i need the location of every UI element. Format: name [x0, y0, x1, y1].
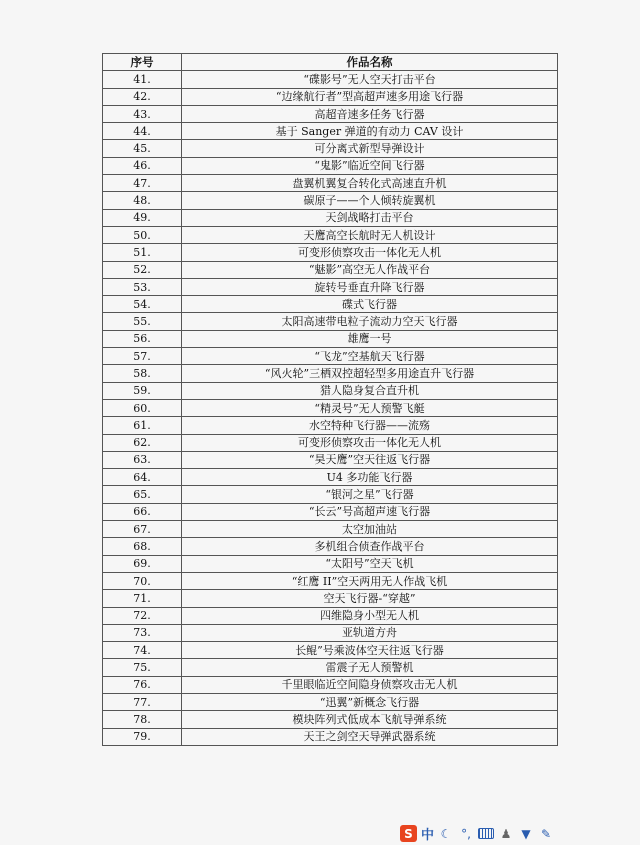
row-index: 50.	[103, 226, 182, 243]
header-index: 序号	[103, 54, 182, 71]
table-row	[103, 521, 558, 538]
table-row	[103, 711, 558, 728]
row-name: “迅翼”新概念飞行器	[182, 693, 558, 710]
table-row	[103, 434, 558, 451]
table-row	[103, 728, 558, 745]
row-name: “边缘航行者”型高超声速多用途飞行器	[182, 88, 558, 105]
row-index: 43.	[103, 105, 182, 122]
punctuation-icon[interactable]: °,	[461, 826, 471, 841]
input-mode-toggle[interactable]: 中	[421, 828, 435, 843]
keyboard-icon[interactable]	[478, 828, 494, 839]
row-index: 52.	[103, 261, 182, 278]
row-index: 70.	[103, 572, 182, 589]
header-name: 作品名称	[182, 54, 558, 71]
table-row	[103, 71, 558, 88]
table-row	[103, 261, 558, 278]
row-name: “魅影”高空无人作战平台	[182, 261, 558, 278]
row-name: 空天飞行器-“穿越”	[182, 590, 558, 607]
table-row	[103, 469, 558, 486]
row-name: 天剑战略打击平台	[182, 209, 558, 226]
table-row	[103, 226, 558, 243]
row-name: 盘翼机翼复合转化式高速直升机	[182, 175, 558, 192]
row-index: 72.	[103, 607, 182, 624]
row-name: “长云”号高超声速飞行器	[182, 503, 558, 520]
row-index: 44.	[103, 123, 182, 140]
table-row	[103, 624, 558, 641]
row-index: 54.	[103, 296, 182, 313]
row-name: 旋转号垂直升降飞行器	[182, 278, 558, 295]
row-name: 太阳高速带电粒子流动力空天飞行器	[182, 313, 558, 330]
row-index: 79.	[103, 728, 182, 745]
row-index: 59.	[103, 382, 182, 399]
table-row	[103, 192, 558, 209]
row-name: “精灵号”无人预警飞艇	[182, 399, 558, 416]
row-name: “红鹰 II”空天两用无人作战飞机	[182, 572, 558, 589]
row-name: “太阳号”空天飞机	[182, 555, 558, 572]
row-index: 58.	[103, 365, 182, 382]
row-name: 碳原子——个人倾转旋翼机	[182, 192, 558, 209]
table-row	[103, 590, 558, 607]
row-index: 42.	[103, 88, 182, 105]
ime-toolbar[interactable]	[400, 824, 570, 843]
table-row	[103, 572, 558, 589]
table-row	[103, 642, 558, 659]
row-index: 73.	[103, 624, 182, 641]
table-row	[103, 175, 558, 192]
row-name: 可变形侦察攻击一体化无人机	[182, 434, 558, 451]
row-name: 亚轨道方舟	[182, 624, 558, 641]
row-index: 75.	[103, 659, 182, 676]
row-index: 55.	[103, 313, 182, 330]
row-name: “风火轮”三栖双控超轻型多用途直升飞行器	[182, 365, 558, 382]
row-index: 65.	[103, 486, 182, 503]
row-index: 48.	[103, 192, 182, 209]
row-name: “昊天鹰”空天往返飞行器	[182, 451, 558, 468]
row-index: 64.	[103, 469, 182, 486]
row-index: 68.	[103, 538, 182, 555]
row-index: 51.	[103, 244, 182, 261]
row-name: 可变形侦察攻击一体化无人机	[182, 244, 558, 261]
row-index: 56.	[103, 330, 182, 347]
row-name: “飞龙”空基航天飞行器	[182, 348, 558, 365]
shirt-icon[interactable]: ▼	[521, 826, 531, 841]
table-row	[103, 417, 558, 434]
row-index: 63.	[103, 451, 182, 468]
table-row	[103, 348, 558, 365]
row-name: 天鹰高空长航时无人机设计	[182, 226, 558, 243]
table-row	[103, 365, 558, 382]
table-row	[103, 382, 558, 399]
row-name: “银河之星”飞行器	[182, 486, 558, 503]
row-name: 基于 Sanger 弹道的有动力 CAV 设计	[182, 123, 558, 140]
table-row	[103, 451, 558, 468]
table-body	[103, 71, 558, 746]
row-name: 天王之剑空天导弹武器系统	[182, 728, 558, 745]
row-index: 61.	[103, 417, 182, 434]
row-index: 76.	[103, 676, 182, 693]
row-index: 41.	[103, 71, 182, 88]
table-row	[103, 157, 558, 174]
table-row	[103, 105, 558, 122]
table-row	[103, 538, 558, 555]
row-name: 高超音速多任务飞行器	[182, 105, 558, 122]
row-index: 45.	[103, 140, 182, 157]
row-index: 57.	[103, 348, 182, 365]
row-index: 74.	[103, 642, 182, 659]
row-name: 千里眼临近空间隐身侦察攻击无人机	[182, 676, 558, 693]
table-row	[103, 123, 558, 140]
works-table	[102, 53, 558, 746]
table-header-row	[103, 54, 558, 71]
table-row	[103, 503, 558, 520]
row-index: 62.	[103, 434, 182, 451]
row-index: 67.	[103, 521, 182, 538]
row-name: 可分离式新型导弹设计	[182, 140, 558, 157]
row-index: 77.	[103, 693, 182, 710]
row-name: 雷震子无人预警机	[182, 659, 558, 676]
row-name: 太空加油站	[182, 521, 558, 538]
row-name: 碟式飞行器	[182, 296, 558, 313]
table-row	[103, 313, 558, 330]
row-index: 69.	[103, 555, 182, 572]
table-row	[103, 486, 558, 503]
wrench-icon[interactable]: ✎	[540, 826, 552, 841]
row-index: 49.	[103, 209, 182, 226]
table-row	[103, 140, 558, 157]
table-row	[103, 607, 558, 624]
row-name: 猎人隐身复合直升机	[182, 382, 558, 399]
row-name: 模块阵列式低成本飞航导弹系统	[182, 711, 558, 728]
row-name: “碟影号”无人空天打击平台	[182, 71, 558, 88]
table-row	[103, 399, 558, 416]
table-row	[103, 244, 558, 261]
table-row	[103, 676, 558, 693]
row-index: 78.	[103, 711, 182, 728]
table-row	[103, 296, 558, 313]
row-name: 四维隐身小型无人机	[182, 607, 558, 624]
table-row	[103, 555, 558, 572]
row-name: 水空特种飞行器——流殇	[182, 417, 558, 434]
row-name: U4 多功能飞行器	[182, 469, 558, 486]
row-index: 60.	[103, 399, 182, 416]
row-index: 46.	[103, 157, 182, 174]
table-row	[103, 330, 558, 347]
row-name: 长鲲”号乘波体空天往返飞行器	[182, 642, 558, 659]
row-index: 66.	[103, 503, 182, 520]
user-icon[interactable]: ♟	[500, 826, 512, 841]
moon-icon[interactable]: ☾	[440, 826, 452, 841]
table-row	[103, 659, 558, 676]
sogou-logo-icon[interactable]: S	[400, 825, 417, 842]
row-name: “鬼影”临近空间飞行器	[182, 157, 558, 174]
row-index: 47.	[103, 175, 182, 192]
row-index: 71.	[103, 590, 182, 607]
table-row	[103, 278, 558, 295]
table-row	[103, 88, 558, 105]
row-name: 雄鹰一号	[182, 330, 558, 347]
row-index: 53.	[103, 278, 182, 295]
row-name: 多机组合侦查作战平台	[182, 538, 558, 555]
table-row	[103, 209, 558, 226]
table-row	[103, 693, 558, 710]
